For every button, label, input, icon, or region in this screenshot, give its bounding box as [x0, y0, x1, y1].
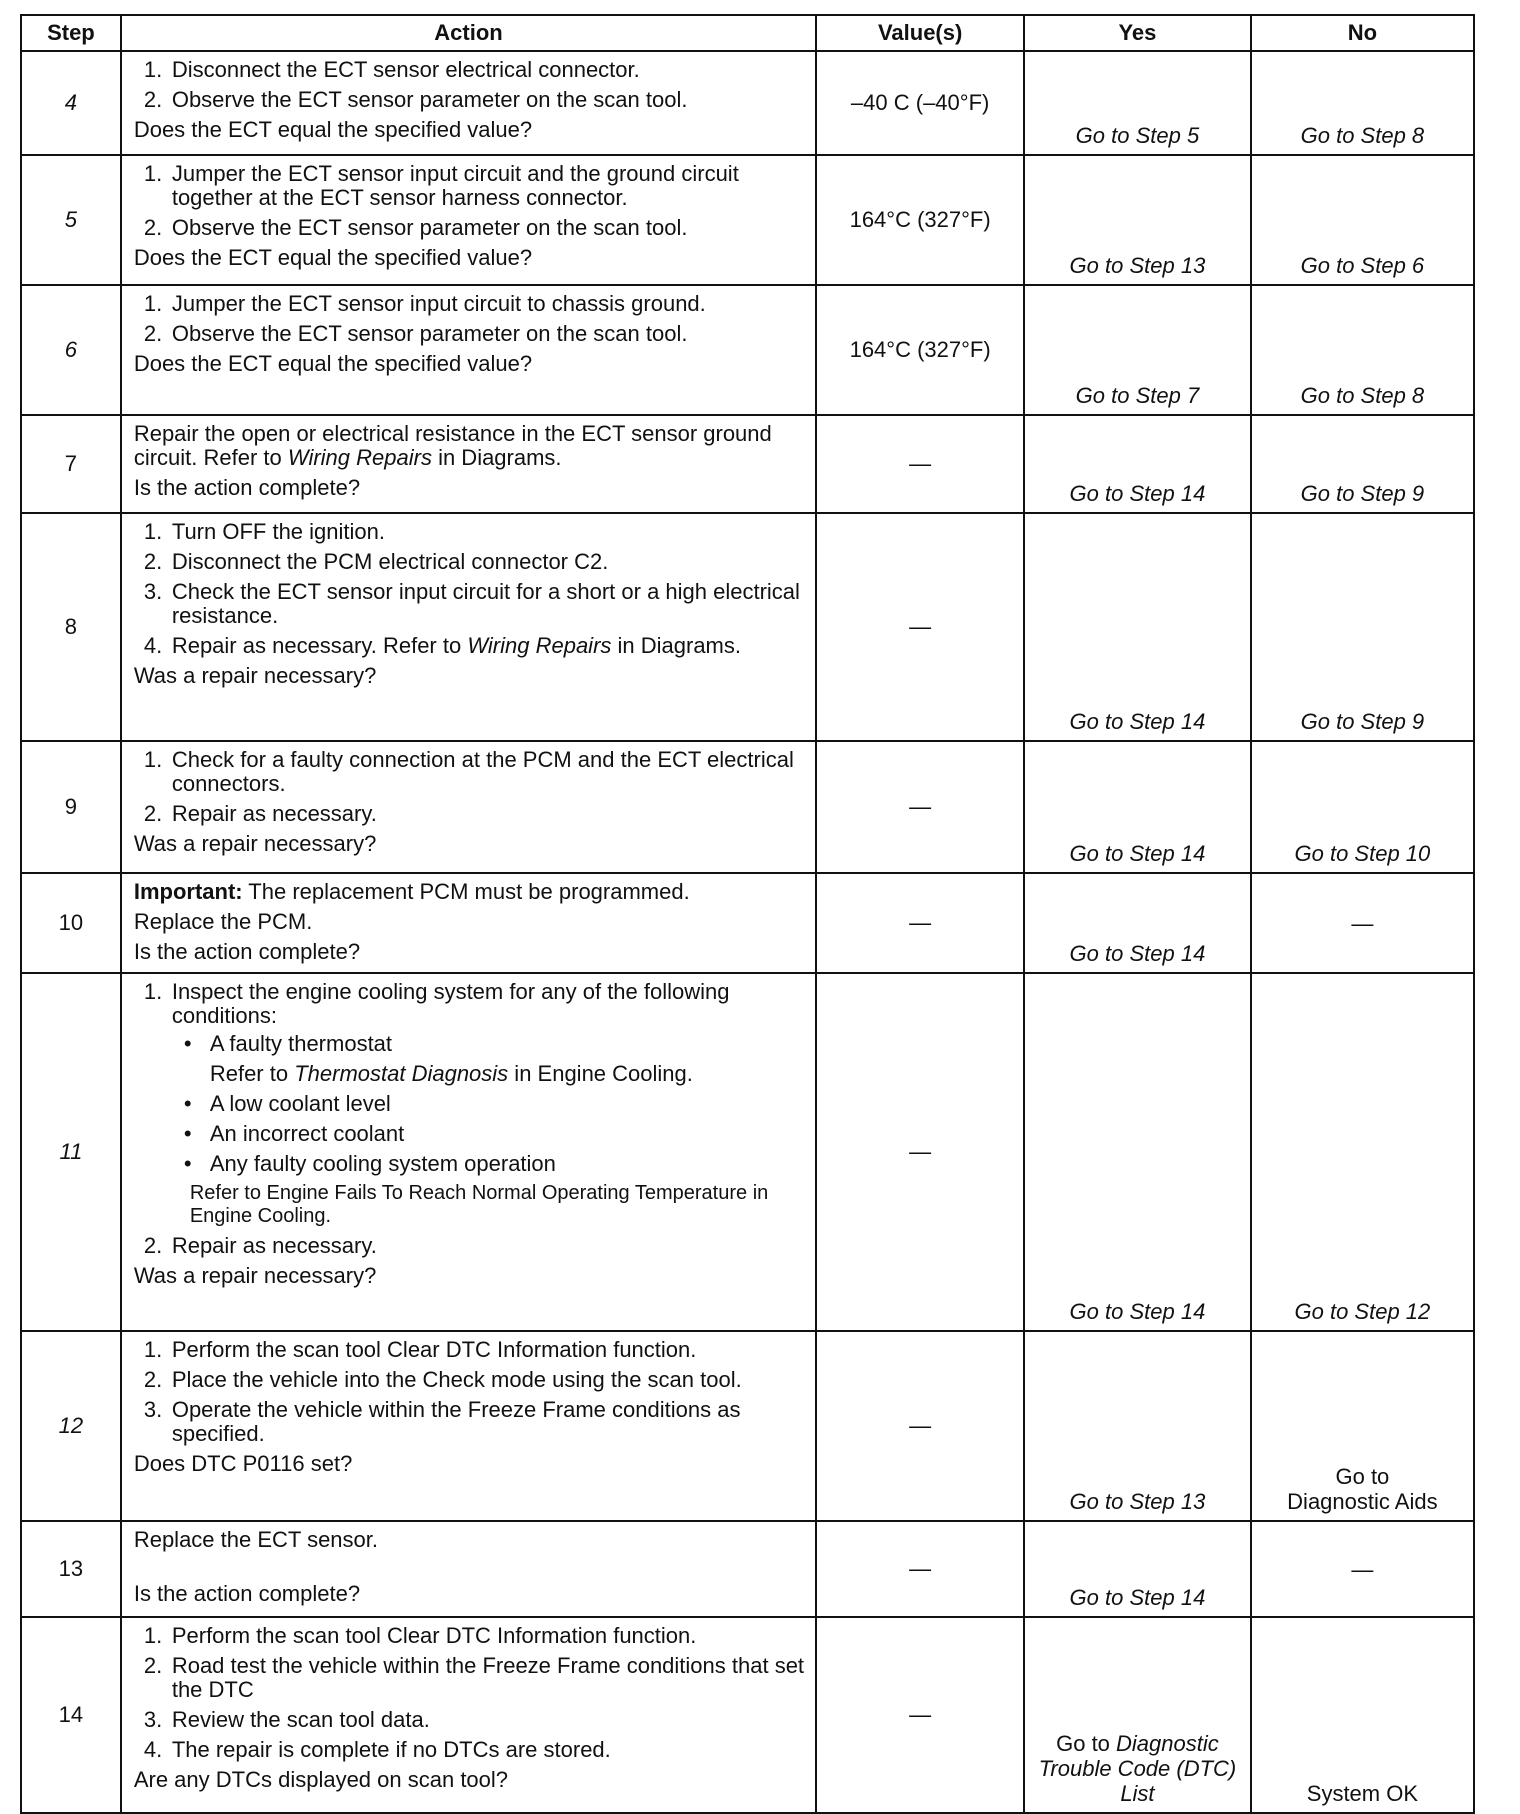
table-row — [21, 973, 1474, 1331]
no-cell: Go to Step 10 — [1251, 741, 1474, 873]
action-question: Does the ECT equal the specified value? — [133, 245, 533, 270]
action-question: Does the ECT equal the specified value? — [133, 351, 533, 376]
action-step-item: 4. Repair as necessary. Refer to Wiring Repairs in Diagrams. — [143, 633, 741, 658]
yes-cell: Go to Step 14 — [1024, 741, 1251, 873]
action-cell — [121, 973, 816, 1331]
action-cell — [121, 51, 816, 155]
yes-cell: Go to Step 14 — [1024, 873, 1251, 973]
no-cell: Go to Step 6 — [1251, 155, 1474, 285]
yes-cell: Go to Step 14 — [1024, 1521, 1251, 1617]
action-step-item: 1. Check for a faulty connection at the PCM and the ECT electrical connectors. — [143, 747, 794, 796]
action-step-item: 2. Observe the ECT sensor parameter on the scan tool. — [143, 321, 688, 346]
action-text: Repair the open or electrical resistance in the ECT sensor ground circuit. Refer to Wiring Repairs in Diagrams. — [133, 421, 772, 470]
table-row — [21, 1617, 1474, 1813]
condition-item: • A low coolant level — [183, 1091, 391, 1116]
table-row — [21, 285, 1474, 415]
table-row — [21, 415, 1474, 513]
no-cell: Go to Step 8 — [1251, 285, 1474, 415]
header-step: Step — [21, 15, 121, 51]
action-text: Replace the ECT sensor. — [133, 1527, 378, 1552]
value-cell: –40 C (–40°F) — [816, 51, 1024, 155]
header-yes: Yes — [1024, 15, 1251, 51]
action-question: Are any DTCs displayed on scan tool? — [133, 1767, 509, 1792]
condition-reference: Refer to Engine Fails To Reach Normal Operating Temperature in Engine Cooling. — [189, 1182, 769, 1227]
action-step-item: 2. Place the vehicle into the Check mode using the scan tool. — [143, 1367, 742, 1392]
action-question: Was a repair necessary? — [133, 831, 377, 856]
value-cell: — — [816, 513, 1024, 741]
yes-cell: Go to Step 14 — [1024, 415, 1251, 513]
action-question: Is the action complete? — [133, 1581, 361, 1606]
header-action: Action — [121, 15, 816, 51]
action-step-item: 2. Observe the ECT sensor parameter on the scan tool. — [143, 87, 688, 112]
step-number: 5 — [21, 155, 121, 285]
yes-cell: Go to Step 14 — [1024, 513, 1251, 741]
table-row — [21, 513, 1474, 741]
no-cell: Go to Diagnostic Aids — [1251, 1331, 1474, 1521]
yes-cell: Go to Step 13 — [1024, 155, 1251, 285]
step-number: 14 — [21, 1617, 121, 1813]
condition-item: • An incorrect coolant — [183, 1121, 405, 1146]
action-cell — [121, 873, 816, 973]
action-step-item: 1. Jumper the ECT sensor input circuit to chassis ground. — [143, 291, 706, 316]
action-text: Replace the PCM. — [133, 909, 313, 934]
table-row — [21, 155, 1474, 285]
action-step-item: 2. Repair as necessary. — [143, 1233, 377, 1258]
yes-cell: Go to Step 5 — [1024, 51, 1251, 155]
header-row — [21, 15, 1474, 51]
no-cell: — — [1251, 1521, 1474, 1617]
action-question: Is the action complete? — [133, 939, 361, 964]
action-step-item: 1. Jumper the ECT sensor input circuit and the ground circuit together at the ECT sensor harness connector. — [143, 161, 739, 210]
yes-cell: Go to Step 14 — [1024, 973, 1251, 1331]
step-number: 10 — [21, 873, 121, 973]
action-step-item: 3. Operate the vehicle within the Freeze Frame conditions as specified. — [143, 1397, 741, 1446]
action-step-item: 2. Observe the ECT sensor parameter on the scan tool. — [143, 215, 688, 240]
no-cell: Go to Step 12 — [1251, 973, 1474, 1331]
value-cell: — — [816, 741, 1024, 873]
table-row — [21, 1521, 1474, 1617]
value-cell: — — [816, 1331, 1024, 1521]
action-question: Was a repair necessary? — [133, 1263, 377, 1288]
value-cell: — — [816, 1521, 1024, 1617]
yes-cell: Go to Step 7 — [1024, 285, 1251, 415]
step-number: 9 — [21, 741, 121, 873]
step-number: 4 — [21, 51, 121, 155]
action-step-item: 1. Disconnect the ECT sensor electrical connector. — [143, 57, 640, 82]
no-cell: Go to Step 8 — [1251, 51, 1474, 155]
step-number: 6 — [21, 285, 121, 415]
no-cell: System OK — [1251, 1617, 1474, 1813]
action-question: Does the ECT equal the specified value? — [133, 117, 533, 142]
table-row — [21, 1331, 1474, 1521]
action-cell — [121, 1617, 816, 1813]
value-cell: — — [816, 415, 1024, 513]
diagnostic-table — [20, 14, 1475, 1814]
condition-reference: Refer to Thermostat Diagnosis in Engine Cooling. — [209, 1061, 693, 1086]
action-cell — [121, 155, 816, 285]
value-cell: 164°C (327°F) — [816, 285, 1024, 415]
action-question: Does DTC P0116 set? — [133, 1451, 353, 1476]
no-cell: Go to Step 9 — [1251, 513, 1474, 741]
action-step-item: 1. Inspect the engine cooling system for any of the following conditions: • A faulty thermostat Refer to Thermostat Diagnosis in Engine Cooling. • A low coolant level • An incorrect coolant • Any faulty cooling system operation Refer to Engine Fails To Reach Normal Operating Temperature in Engine Cooling. — [134, 980, 807, 1228]
important-note: Important: The replacement PCM must be programmed. — [133, 879, 690, 904]
condition-item: • Any faulty cooling system operation — [183, 1151, 556, 1176]
action-step-item: 2. Road test the vehicle within the Freeze Frame conditions that set the DTC — [143, 1653, 805, 1702]
action-step-item: 3. Check the ECT sensor input circuit for a short or a high electrical resistance. — [143, 579, 800, 628]
yes-cell: Go to Diagnostic Trouble Code (DTC) List — [1024, 1617, 1251, 1813]
no-cell: — — [1251, 873, 1474, 973]
action-cell — [121, 285, 816, 415]
action-question: Was a repair necessary? — [133, 663, 377, 688]
action-cell — [121, 1521, 816, 1617]
value-cell: 164°C (327°F) — [816, 155, 1024, 285]
action-cell — [121, 415, 816, 513]
value-cell: — — [816, 1617, 1024, 1813]
table-row — [21, 51, 1474, 155]
no-cell: Go to Step 9 — [1251, 415, 1474, 513]
table-row — [21, 741, 1474, 873]
header-values: Value(s) — [816, 15, 1024, 51]
step-number: 13 — [21, 1521, 121, 1617]
action-cell — [121, 741, 816, 873]
action-step-item: 1. Turn OFF the ignition. — [143, 519, 385, 544]
action-step-item: 1. Perform the scan tool Clear DTC Information function. — [143, 1623, 697, 1648]
value-cell: — — [816, 873, 1024, 973]
action-cell — [121, 513, 816, 741]
action-cell — [121, 1331, 816, 1521]
action-step-item: 1. Perform the scan tool Clear DTC Information function. — [143, 1337, 697, 1362]
condition-list — [172, 1032, 807, 1228]
table-row — [21, 873, 1474, 973]
value-cell: — — [816, 973, 1024, 1331]
action-step-item: 2. Repair as necessary. — [143, 801, 377, 826]
condition-item: • A faulty thermostat — [183, 1031, 393, 1056]
step-number: 11 — [21, 973, 121, 1331]
step-number: 8 — [21, 513, 121, 741]
action-step-item: 3. Review the scan tool data. — [143, 1707, 430, 1732]
header-no: No — [1251, 15, 1474, 51]
action-step-item: 4. The repair is complete if no DTCs are stored. — [143, 1737, 611, 1762]
step-number: 7 — [21, 415, 121, 513]
action-question: Is the action complete? — [133, 475, 361, 500]
action-step-item: 2. Disconnect the PCM electrical connector C2. — [143, 549, 609, 574]
yes-cell: Go to Step 13 — [1024, 1331, 1251, 1521]
step-number: 12 — [21, 1331, 121, 1521]
